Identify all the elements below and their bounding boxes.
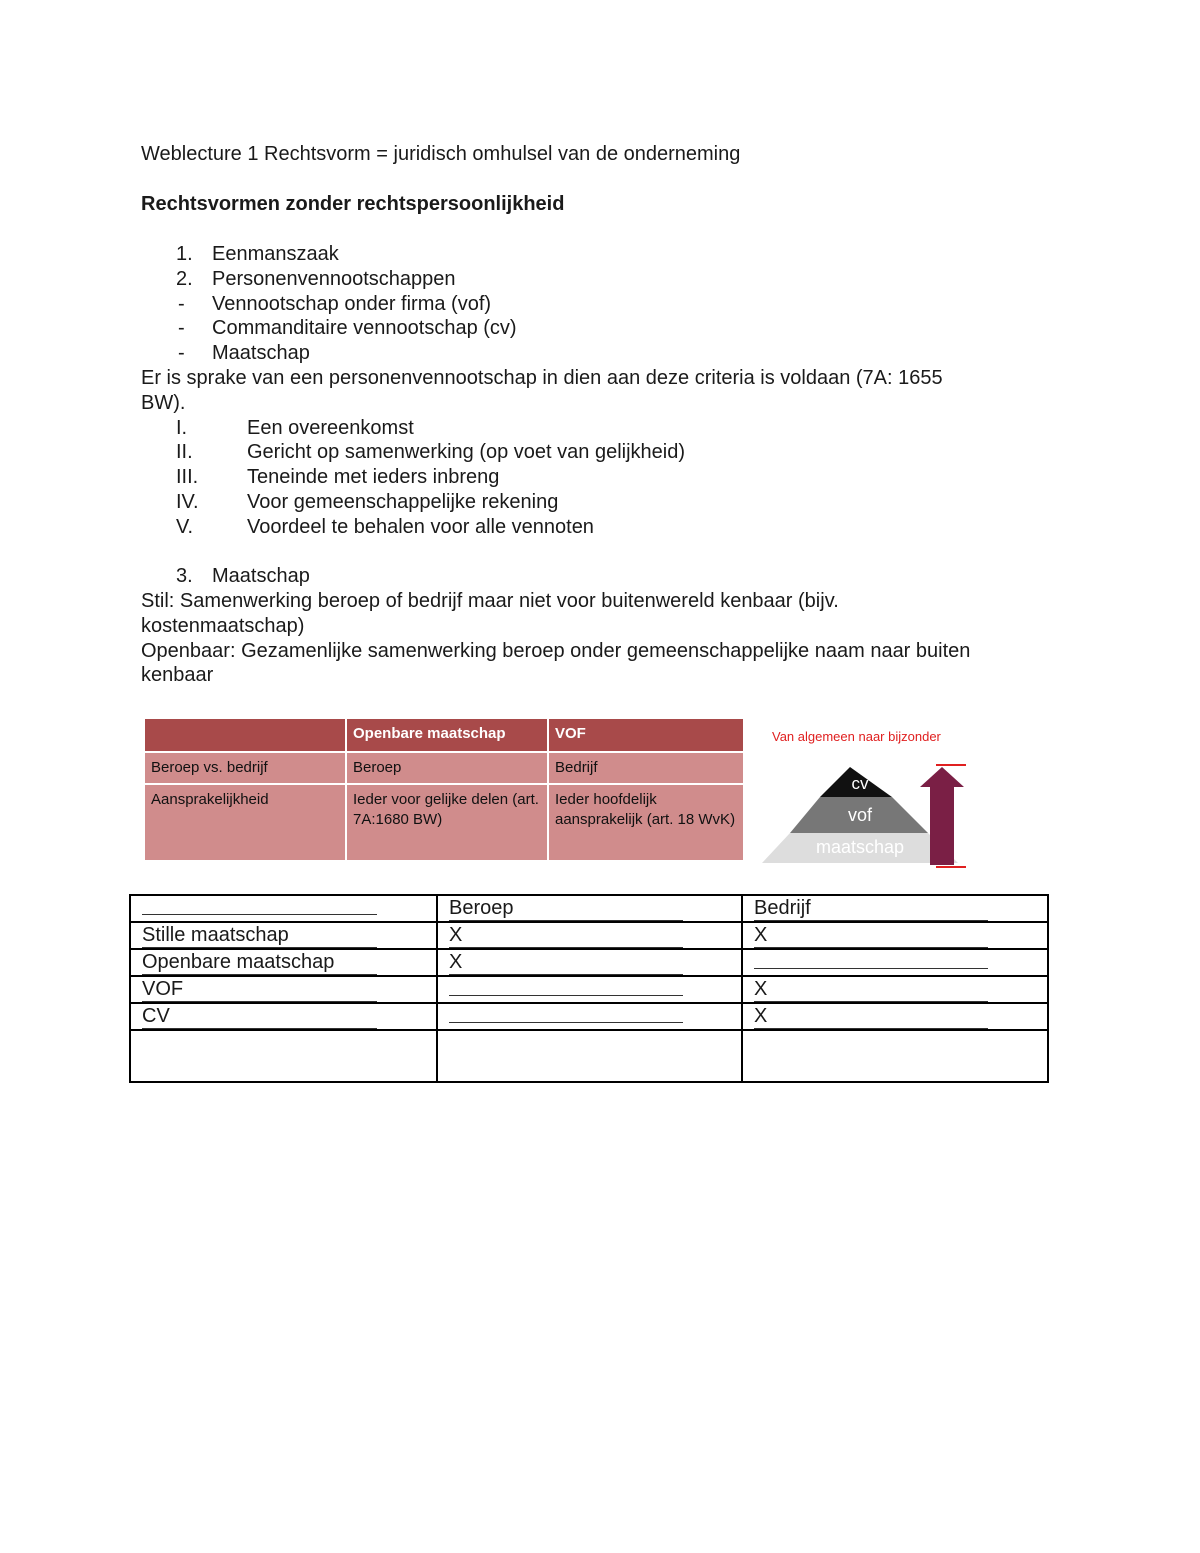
- pyramid-diagram: [760, 725, 970, 870]
- openbaar-description-cont: kenbaar: [141, 664, 214, 686]
- list-dash: -: [178, 317, 185, 339]
- table-cell: CV: [130, 1003, 437, 1030]
- table-cell: X: [742, 1003, 1048, 1030]
- roman-number: IV.: [176, 491, 199, 513]
- openbaar-description: Openbaar: Gezamenlijke samenwerking beroep onder gemeenschappelijke naam naar buiten: [141, 640, 971, 662]
- table-header-cell: VOF: [548, 718, 744, 752]
- table-cell: [742, 949, 1048, 976]
- table-cell: [130, 1030, 437, 1082]
- table-cell: Ieder voor gelijke delen (art. 7A:1680 BW): [346, 784, 548, 861]
- list-dash: -: [178, 293, 185, 315]
- table-header-cell: Openbare maatschap: [346, 718, 548, 752]
- pyramid-label-maatschap: maatschap: [815, 837, 905, 857]
- table-cell: X: [742, 976, 1048, 1003]
- table-cell: [437, 976, 742, 1003]
- table-cell: Openbare maatschap: [130, 949, 437, 976]
- table-cell: [742, 1030, 1048, 1082]
- table-header-cell: Beroep: [437, 895, 742, 922]
- roman-number: II.: [176, 441, 193, 463]
- criteria-item: Gericht op samenwerking (op voet van gelijkheid): [247, 441, 685, 463]
- criteria-item: Voordeel te behalen voor alle vennoten: [247, 516, 594, 538]
- pyramid-label-cv: cv: [851, 774, 869, 793]
- criteria-intro: Er is sprake van een personenvennootschap in dien aan deze criteria is voldaan (7A: 1655: [141, 367, 943, 389]
- section-heading: Rechtsvormen zonder rechtspersoonlijkheid: [141, 193, 565, 215]
- table-cell: X: [437, 949, 742, 976]
- table-header-cell: [144, 718, 346, 752]
- list-item: Personenvennootschappen: [212, 268, 456, 290]
- list-item: Vennootschap onder firma (vof): [212, 293, 492, 315]
- list-number: 1.: [176, 243, 193, 265]
- table-cell: Stille maatschap: [130, 922, 437, 949]
- table-cell: [437, 1003, 742, 1030]
- table-header-cell: Bedrijf: [742, 895, 1048, 922]
- table-cell: [437, 1030, 742, 1082]
- list-item: Eenmanszaak: [212, 243, 339, 265]
- criteria-item: Een overeenkomst: [247, 417, 414, 439]
- table-cell: X: [742, 922, 1048, 949]
- table-cell: Beroep vs. bedrijf: [144, 752, 346, 784]
- table-header-cell: [130, 895, 437, 922]
- criteria-intro-cont: BW).: [141, 392, 186, 414]
- list-number: 3.: [176, 565, 193, 587]
- roman-number: V.: [176, 516, 194, 538]
- criteria-item: Teneinde met ieders inbreng: [247, 466, 500, 488]
- stil-description: Stil: Samenwerking beroep of bedrijf maar niet voor buitenwereld kenbaar (bijv.: [141, 590, 839, 612]
- criteria-item: Voor gemeenschappelijke rekening: [247, 491, 559, 513]
- pyramid-title: Van algemeen naar bijzonder: [772, 729, 941, 744]
- roman-number: I.: [176, 417, 188, 439]
- table-cell: Ieder hoofdelijk aansprakelijk (art. 18 WvK): [548, 784, 744, 861]
- list-item: Maatschap: [212, 342, 310, 364]
- stil-description-cont: kostenmaatschap): [141, 615, 305, 637]
- pyramid-label-vof: vof: [847, 805, 873, 825]
- list-item: Maatschap: [212, 565, 310, 587]
- table-cell: Aansprakelijkheid: [144, 784, 346, 861]
- roman-number: III.: [176, 466, 199, 488]
- list-dash: -: [178, 342, 185, 364]
- table-cell: Bedrijf: [548, 752, 744, 784]
- comparison-table-image: [143, 717, 745, 862]
- list-item: Commanditaire vennootschap (cv): [212, 317, 517, 339]
- table-cell: X: [437, 922, 742, 949]
- table-cell: VOF: [130, 976, 437, 1003]
- list-number: 2.: [176, 268, 193, 290]
- document-title: Weblecture 1 Rechtsvorm = juridisch omhulsel van de onderneming: [141, 143, 741, 165]
- beroep-bedrijf-table: [129, 894, 1049, 1083]
- table-cell: Beroep: [346, 752, 548, 784]
